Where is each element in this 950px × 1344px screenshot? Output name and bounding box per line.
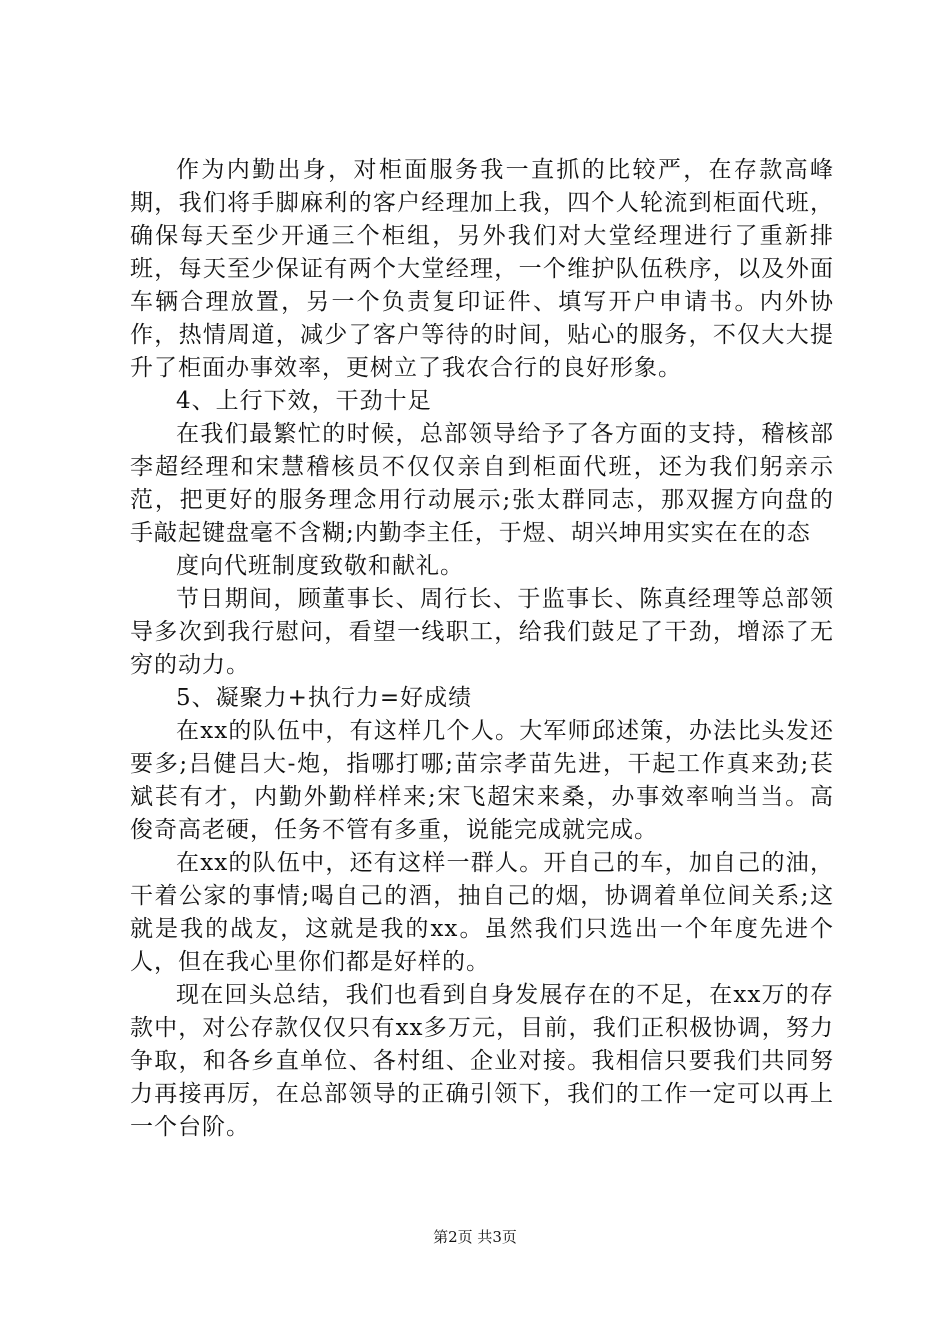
paragraph-holiday-visit: 节日期间，顾董事长、周行长、于监事长、陈真经理等总部领导多次到我行慰问，看望一线职工，给我们鼓足了干劲，增添了无穷的动力。 xyxy=(130,586,834,678)
document-body xyxy=(130,154,834,1144)
paragraph-team-group: 在xx的队伍中，还有这样一群人。开自己的车，加自己的油，干着公家的事情;喝自己的酒，抽自己的烟，协调着单位间关系;这就是我的战友，这就是我的xx。虽然我们只选出一个年度先进个人，但在我心里你们都是好样的。 xyxy=(130,850,834,975)
paragraph-summary: 现在回头总结，我们也看到自身发展存在的不足，在xx万的存款中，对公存款仅仅只有xx多万元，目前，我们正积极协调，努力争取，和各乡直单位、各村组、企业对接。我相信只要我们共同努力再接再厉，在总部领导的正确引领下，我们的工作一定可以再上一个台阶。 xyxy=(130,982,834,1140)
section-heading-5: 5、凝聚力+执行力=好成绩 xyxy=(176,685,473,711)
paragraph-counter-service: 作为内勤出身，对柜面服务我一直抓的比较严，在存款高峰期，我们将手脚麻利的客户经理加上我，四个人轮流到柜面代班，确保每天至少开通三个柜组，另外我们对大堂经理进行了重新排班，每天至少保证有两个大堂经理，一个维护队伍秩序，以及外面车辆合理放置，另一个负责复印证件、填写开户申请书。内外协作，热情周道，减少了客户等待的时间，贴心的服务，不仅大大提升了柜面办事效率，更树立了我农合行的良好形象。 xyxy=(130,157,834,381)
page-footer xyxy=(0,1226,950,1247)
page-number-label: 第2页 共3页 xyxy=(433,1228,517,1246)
paragraph-leadership-support: 在我们最繁忙的时候，总部领导给予了各方面的支持，稽核部李超经理和宋慧稽核员不仅仅亲自到柜面代班，还为我们躬亲示范，把更好的服务理念用行动展示;张太群同志，那双握方向盘的手敲起键盘毫不含糊;内勤李主任，于煜、胡兴坤用实实在在的态 xyxy=(130,421,834,546)
section-heading-4: 4、上行下效，干劲十足 xyxy=(176,388,432,414)
paragraph-attitude: 度向代班制度致敬和献礼。 xyxy=(176,553,464,579)
paragraph-team-members: 在xx的队伍中，有这样几个人。大军师邱述策，办法比头发还要多;吕健吕大-炮，指哪打哪;苗宗孝苗先进，干起工作真来劲;苌斌苌有才，内勤外勤样样来;宋飞超宋来桑，办事效率响当当。高俊奇高老硬，任务不管有多重，说能完成就完成。 xyxy=(130,718,834,843)
